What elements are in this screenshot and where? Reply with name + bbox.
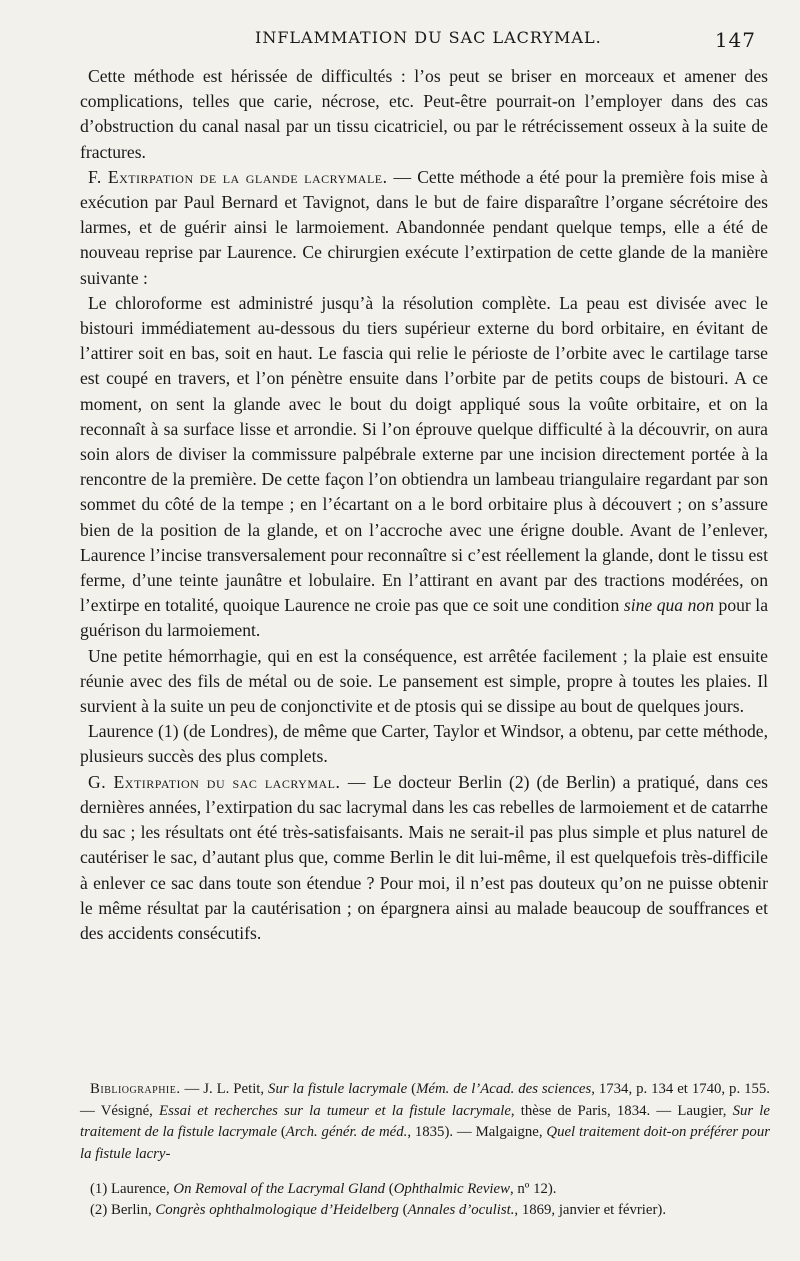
footnote-text: (1) Laurence, [90,1181,174,1197]
bib-text: , thèse de Paris, 1834. — Laugier, [510,1102,733,1119]
section-f-text: Cette méthode a été pour la première fois mise à exécution par Paul Bernard et Tavignot, dans le but de faire disparaître l’organe sécrétoire des larmes, et de guérir ainsi le larmoiement. Abandonnée pendant quelque temps, elle a été de nouveau reprise par Laurence. Ce chirurgien exécute l’extirpation de cette glande de la manière suivante : [80,166,768,288]
bib-text: ( [407,1081,417,1097]
footnote-text: ( [385,1181,394,1197]
footnote-text: ( [398,1201,408,1218]
paragraph-laurence: Laurence (1) (de Londres), de même que Carter, Taylor et Windsor, a obtenu, par cette méthode, plusieurs succès des plus complets. [80,721,768,767]
bib-text: ( [277,1124,286,1140]
bibliography-text [80,1079,770,1165]
paragraph-section-f [80,165,768,291]
running-title: INFLAMMATION DU SAC LACRYMAL. [255,28,602,47]
footnote-title: On Removal of the Lacrymal Gland [173,1181,386,1197]
running-header [60,28,760,58]
main-text [80,64,768,946]
section-g-heading: G. Extirpation du sac lacrymal. — [88,771,366,792]
paragraph-section-g [80,770,768,946]
section-f-heading: F. Extirpation de la glande lacrymale. — [88,166,412,187]
footnote-2 [80,1201,770,1221]
footnote-title: Congrès ophthalmologique d’Heidelberg [155,1201,399,1218]
bib-title: Quel traitement doit-on préférer pour la fistule lacry- [80,1124,770,1162]
bibliography-label: Bibliographie. [90,1081,181,1097]
footnote-text: (2) Berlin, [90,1201,156,1218]
bibliography [80,1079,770,1165]
paragraph-procedure [80,291,768,644]
bib-title: Mém. de l’Acad. des sciences [416,1081,592,1097]
bib-title: Essai et recherches sur la tumeur et la fistule lacrymale [159,1102,511,1119]
procedure-text-end: pour la guérison du larmoiement. [80,595,769,641]
footnotes [80,1180,770,1221]
footnote-title: Ophthalmic Review [393,1181,510,1197]
bib-title: Sur le traitement de la fistule lacrymale [80,1102,770,1140]
bib-title: Sur la fistule lacrymale [268,1081,408,1097]
procedure-text: Le chloroforme est administré jusqu’à la résolution complète. La peau est divisée avec le bistouri immédiatement au-dessous du tiers supérieur externe du bord orbitaire, en évitant de l’attirer soit en bas, soit en haut. Le fascia qui relie le périoste de l’orbite avec le cartilage tarse est coupé en travers, et l’on pénètre ensuite dans l’orbite par de petits coups de bistouri. A ce moment, on sent la glande avec le bout du doigt appliqué sous la voûte orbitaire, et on la reconnaît à sa surface lisse et arrondie. Si l’on éprouve quelque difficulté à la découvrir, on aura soin alors de diviser la commissure palpébrale externe par une incision directement portée à la rencontre de la première. De cette façon l’on obtiendra un lambeau triangulaire regardant par son sommet du côté de la tempe ; en l’écartant on a le bord orbitaire plus à découvert ; on s’assure bien de la position de la glande, et on l’accroche avec une érigne double. Avant de l’enlever, Laurence l’incise transversalement pour reconnaître si c’est réellement la glande, dont le tissu est ferme, d’une teinte jaunâtre et lobulaire. En l’attirant en avant par des tractions modérées, on l’extirpe en totalité, quoique Laurence ne croie pas que ce soit une condition [80,292,768,616]
bib-text: , 1835). — Malgaigne, [407,1124,547,1140]
footnote-1 [80,1180,770,1200]
page-number: 147 [714,28,756,52]
procedure-italic: sine qua non [623,595,715,616]
paragraph-cautery-method: Cette méthode est hérissée de difficultés : l’os peut se briser en morceaux et amener des complications, telles que carie, nécrose, etc. Peut-être pourrait-on l’employer dans des cas d’obstruction du canal nasal par un tissu cicatriciel, ou par le rétrécissement osseux à la suite de fractures. [80,66,768,162]
section-g-text: Le docteur Berlin (2) (de Berlin) a pratiqué, dans ces dernières années, l’extirpation du sac lacrymal dans les cas rebelles de larmoiement et de catarrhe du sac ; les résultats ont été très-satisfaisants. Mais ne serait-il pas plus simple et plus naturel de cautériser le sac, d’autant plus que, comme Berlin le dit lui-même, il est quelquefois très-difficile à enlever ce sac dans toute son étendue ? Pour moi, il n’est pas douteux qu’on ne puisse obtenir le même résultat par la cautérisation ; on épargnera ainsi au malade beaucoup de souffrances et des accidents consécutifs. [80,771,768,943]
paragraph-hemorrhage: Une petite hémorrhagie, qui en est la conséquence, est arrêtée facilement ; la plaie est ensuite réunie avec des fils de métal ou de soie. Le pansement est simple, propre à toutes les plaies. Il survient à la suite un peu de conjonctivite et de ptosis qui se dissipe au bout de quelques jours. [80,645,768,717]
footnote-text: , 1869, janvier et février). [514,1201,667,1218]
footnote-text: , nº 12). [509,1181,557,1197]
bib-text: — J. L. Petit, [180,1081,269,1097]
bib-title: Arch. génér. de méd. [285,1124,408,1140]
footnote-title: Annales d’oculist. [407,1201,515,1218]
bib-text: , 1734, p. 134 et 1740, p. 155. — Vésigné, [80,1081,770,1119]
